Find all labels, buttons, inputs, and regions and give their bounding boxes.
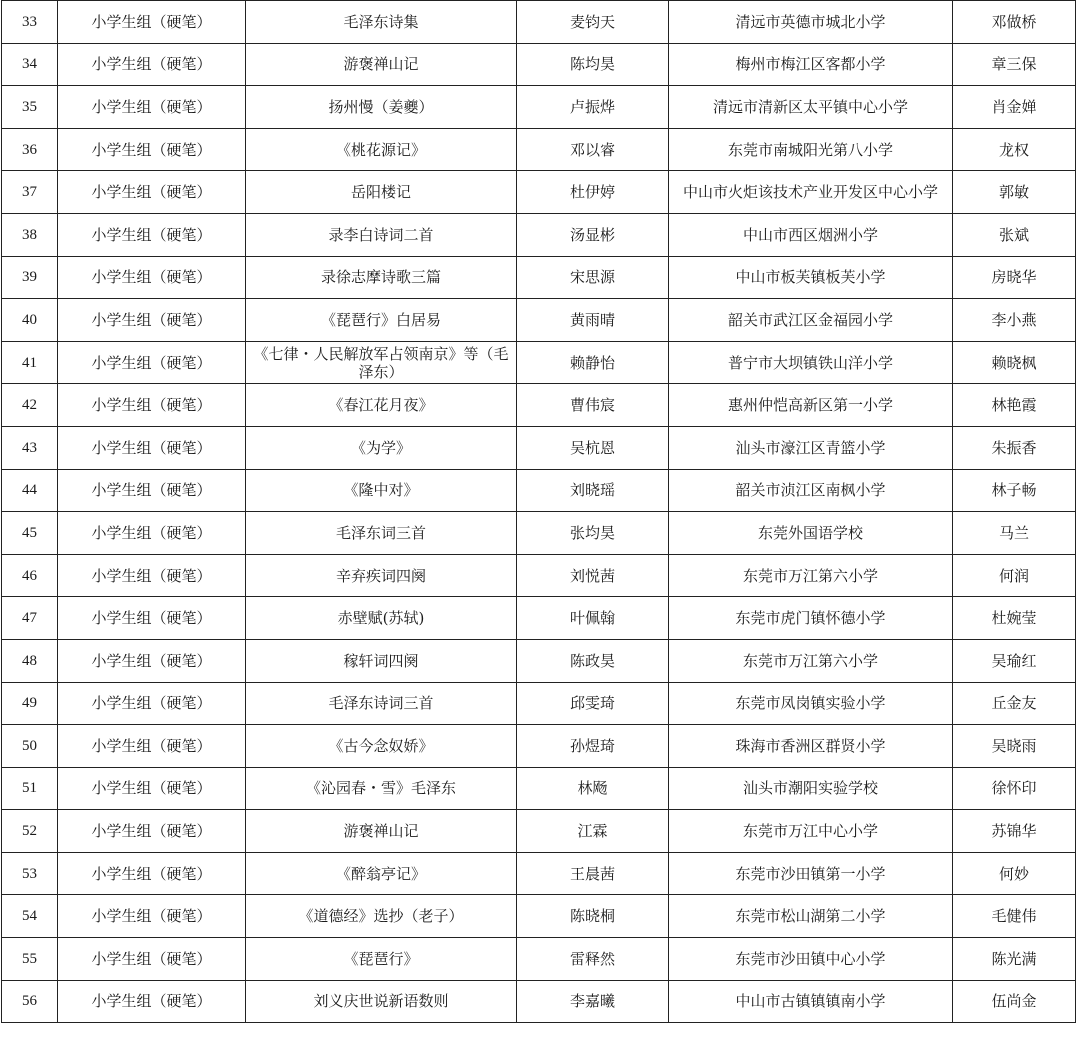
group-cell: 小学生组（硬笔） [58, 299, 246, 342]
school-cell: 清远市英德市城北小学 [669, 1, 953, 44]
author-name-cell: 雷释然 [517, 938, 669, 981]
row-number: 40 [2, 299, 58, 342]
group-cell: 小学生组（硬笔） [58, 256, 246, 299]
row-number: 53 [2, 852, 58, 895]
row-number: 52 [2, 810, 58, 853]
author-name-cell: 陈晓桐 [517, 895, 669, 938]
row-number: 36 [2, 128, 58, 171]
row-number: 38 [2, 213, 58, 256]
group-cell: 小学生组（硬笔） [58, 1, 246, 44]
author-name-cell: 杜伊婷 [517, 171, 669, 214]
teacher-cell: 李小燕 [953, 299, 1076, 342]
teacher-cell: 吴晓雨 [953, 725, 1076, 768]
school-cell: 东莞市万江第六小学 [669, 639, 953, 682]
teacher-cell: 马兰 [953, 512, 1076, 555]
school-cell: 汕头市潮阳实验学校 [669, 767, 953, 810]
group-cell: 小学生组（硬笔） [58, 171, 246, 214]
teacher-cell: 邓做桥 [953, 1, 1076, 44]
teacher-cell: 杜婉莹 [953, 597, 1076, 640]
school-cell: 东莞市虎门镇怀德小学 [669, 597, 953, 640]
work-title-cell: 《为学》 [246, 426, 517, 469]
work-title-cell: 稼轩词四阕 [246, 639, 517, 682]
group-cell: 小学生组（硬笔） [58, 597, 246, 640]
row-number: 51 [2, 767, 58, 810]
author-name-cell: 邓以睿 [517, 128, 669, 171]
table-row [2, 512, 1076, 555]
awards-table [1, 0, 1076, 1023]
table-row [2, 639, 1076, 682]
work-title-cell: 《桃花源记》 [246, 128, 517, 171]
author-name-cell: 黄雨晴 [517, 299, 669, 342]
row-number: 54 [2, 895, 58, 938]
teacher-cell: 赖晓枫 [953, 341, 1076, 384]
group-cell: 小学生组（硬笔） [58, 980, 246, 1023]
table-row [2, 384, 1076, 427]
table-row [2, 810, 1076, 853]
author-name-cell: 林飏 [517, 767, 669, 810]
group-cell: 小学生组（硬笔） [58, 767, 246, 810]
work-title-cell: 《沁园春・雪》毛泽东 [246, 767, 517, 810]
group-cell: 小学生组（硬笔） [58, 512, 246, 555]
author-name-cell: 刘悦茜 [517, 554, 669, 597]
row-number: 33 [2, 1, 58, 44]
work-title-cell: 录李白诗词二首 [246, 213, 517, 256]
school-cell: 东莞市凤岗镇实验小学 [669, 682, 953, 725]
author-name-cell: 陈均昊 [517, 43, 669, 86]
table-row [2, 852, 1076, 895]
school-cell: 东莞外国语学校 [669, 512, 953, 555]
teacher-cell: 陈光满 [953, 938, 1076, 981]
group-cell: 小学生组（硬笔） [58, 86, 246, 129]
school-cell: 东莞市沙田镇中心小学 [669, 938, 953, 981]
row-number: 41 [2, 341, 58, 384]
school-cell: 惠州仲恺高新区第一小学 [669, 384, 953, 427]
row-number: 43 [2, 426, 58, 469]
author-name-cell: 麦钧天 [517, 1, 669, 44]
table-row [2, 597, 1076, 640]
school-cell: 韶关市武江区金福园小学 [669, 299, 953, 342]
teacher-cell: 张斌 [953, 213, 1076, 256]
work-title-cell: 游褒禅山记 [246, 43, 517, 86]
teacher-cell: 何润 [953, 554, 1076, 597]
work-title-cell: 辛弃疾词四阕 [246, 554, 517, 597]
school-cell: 东莞市沙田镇第一小学 [669, 852, 953, 895]
table-row [2, 554, 1076, 597]
school-cell: 东莞市松山湖第二小学 [669, 895, 953, 938]
group-cell: 小学生组（硬笔） [58, 725, 246, 768]
work-title-cell: 扬州慢（姜夔） [246, 86, 517, 129]
school-cell: 中山市西区烟洲小学 [669, 213, 953, 256]
table-row [2, 213, 1076, 256]
work-title-cell: 赤壁赋(苏轼) [246, 597, 517, 640]
school-cell: 普宁市大坝镇铁山洋小学 [669, 341, 953, 384]
work-title-cell: 《道德经》选抄（老子） [246, 895, 517, 938]
row-number: 34 [2, 43, 58, 86]
author-name-cell: 孙煜琦 [517, 725, 669, 768]
author-name-cell: 叶佩翰 [517, 597, 669, 640]
school-cell: 中山市火炬该技术产业开发区中心小学 [669, 171, 953, 214]
group-cell: 小学生组（硬笔） [58, 128, 246, 171]
row-number: 47 [2, 597, 58, 640]
group-cell: 小学生组（硬笔） [58, 469, 246, 512]
work-title-cell: 刘义庆世说新语数则 [246, 980, 517, 1023]
author-name-cell: 卢振烨 [517, 86, 669, 129]
work-title-cell: 岳阳楼记 [246, 171, 517, 214]
row-number: 42 [2, 384, 58, 427]
work-title-cell: 《春江花月夜》 [246, 384, 517, 427]
teacher-cell: 丘金友 [953, 682, 1076, 725]
school-cell: 中山市板芙镇板芙小学 [669, 256, 953, 299]
work-title-cell: 录徐志摩诗歌三篇 [246, 256, 517, 299]
table-row [2, 980, 1076, 1023]
author-name-cell: 李嘉曦 [517, 980, 669, 1023]
work-title-cell: 《古今念奴娇》 [246, 725, 517, 768]
row-number: 46 [2, 554, 58, 597]
table-row [2, 725, 1076, 768]
work-title-cell: 《琵琶行》 [246, 938, 517, 981]
row-number: 48 [2, 639, 58, 682]
table-row [2, 128, 1076, 171]
row-number: 55 [2, 938, 58, 981]
group-cell: 小学生组（硬笔） [58, 384, 246, 427]
author-name-cell: 汤显彬 [517, 213, 669, 256]
teacher-cell: 苏锦华 [953, 810, 1076, 853]
teacher-cell: 朱振香 [953, 426, 1076, 469]
row-number: 49 [2, 682, 58, 725]
teacher-cell: 吴瑜红 [953, 639, 1076, 682]
school-cell: 珠海市香洲区群贤小学 [669, 725, 953, 768]
author-name-cell: 江霖 [517, 810, 669, 853]
teacher-cell: 房晓华 [953, 256, 1076, 299]
author-name-cell: 赖静怡 [517, 341, 669, 384]
group-cell: 小学生组（硬笔） [58, 639, 246, 682]
group-cell: 小学生组（硬笔） [58, 938, 246, 981]
school-cell: 东莞市万江中心小学 [669, 810, 953, 853]
group-cell: 小学生组（硬笔） [58, 682, 246, 725]
author-name-cell: 陈政昊 [517, 639, 669, 682]
teacher-cell: 伍尚金 [953, 980, 1076, 1023]
teacher-cell: 林子畅 [953, 469, 1076, 512]
row-number: 50 [2, 725, 58, 768]
table-row [2, 171, 1076, 214]
teacher-cell: 何妙 [953, 852, 1076, 895]
school-cell: 东莞市万江第六小学 [669, 554, 953, 597]
school-cell: 清远市清新区太平镇中心小学 [669, 86, 953, 129]
table-row [2, 256, 1076, 299]
table-row [2, 682, 1076, 725]
table-row [2, 938, 1076, 981]
group-cell: 小学生组（硬笔） [58, 426, 246, 469]
group-cell: 小学生组（硬笔） [58, 213, 246, 256]
author-name-cell: 宋思源 [517, 256, 669, 299]
teacher-cell: 郭敏 [953, 171, 1076, 214]
work-title-cell: 《七律・人民解放军占领南京》等（毛泽东） [246, 341, 517, 384]
teacher-cell: 章三保 [953, 43, 1076, 86]
teacher-cell: 龙权 [953, 128, 1076, 171]
awards-table-body [2, 1, 1076, 1023]
row-number: 37 [2, 171, 58, 214]
school-cell: 中山市古镇镇镇南小学 [669, 980, 953, 1023]
table-row [2, 426, 1076, 469]
table-row [2, 43, 1076, 86]
work-title-cell: 毛泽东诗集 [246, 1, 517, 44]
author-name-cell: 王晨茜 [517, 852, 669, 895]
group-cell: 小学生组（硬笔） [58, 43, 246, 86]
school-cell: 汕头市濠江区青篮小学 [669, 426, 953, 469]
author-name-cell: 刘晓瑶 [517, 469, 669, 512]
work-title-cell: 毛泽东词三首 [246, 512, 517, 555]
table-row [2, 299, 1076, 342]
row-number: 56 [2, 980, 58, 1023]
table-row [2, 767, 1076, 810]
table-row [2, 86, 1076, 129]
school-cell: 梅州市梅江区客都小学 [669, 43, 953, 86]
author-name-cell: 邱雯琦 [517, 682, 669, 725]
group-cell: 小学生组（硬笔） [58, 810, 246, 853]
row-number: 35 [2, 86, 58, 129]
group-cell: 小学生组（硬笔） [58, 895, 246, 938]
group-cell: 小学生组（硬笔） [58, 341, 246, 384]
group-cell: 小学生组（硬笔） [58, 554, 246, 597]
teacher-cell: 毛健伟 [953, 895, 1076, 938]
work-title-cell: 游褒禅山记 [246, 810, 517, 853]
school-cell: 韶关市浈江区南枫小学 [669, 469, 953, 512]
row-number: 44 [2, 469, 58, 512]
row-number: 45 [2, 512, 58, 555]
table-row [2, 341, 1076, 384]
work-title-cell: 《琵琶行》白居易 [246, 299, 517, 342]
school-cell: 东莞市南城阳光第八小学 [669, 128, 953, 171]
table-row [2, 1, 1076, 44]
group-cell: 小学生组（硬笔） [58, 852, 246, 895]
work-title-cell: 《醉翁亭记》 [246, 852, 517, 895]
teacher-cell: 林艳霞 [953, 384, 1076, 427]
work-title-cell: 毛泽东诗词三首 [246, 682, 517, 725]
teacher-cell: 肖金婵 [953, 86, 1076, 129]
table-row [2, 469, 1076, 512]
row-number: 39 [2, 256, 58, 299]
author-name-cell: 曹伟宸 [517, 384, 669, 427]
work-title-cell: 《隆中对》 [246, 469, 517, 512]
teacher-cell: 徐怀印 [953, 767, 1076, 810]
author-name-cell: 张均昊 [517, 512, 669, 555]
author-name-cell: 吴杭恩 [517, 426, 669, 469]
table-row [2, 895, 1076, 938]
